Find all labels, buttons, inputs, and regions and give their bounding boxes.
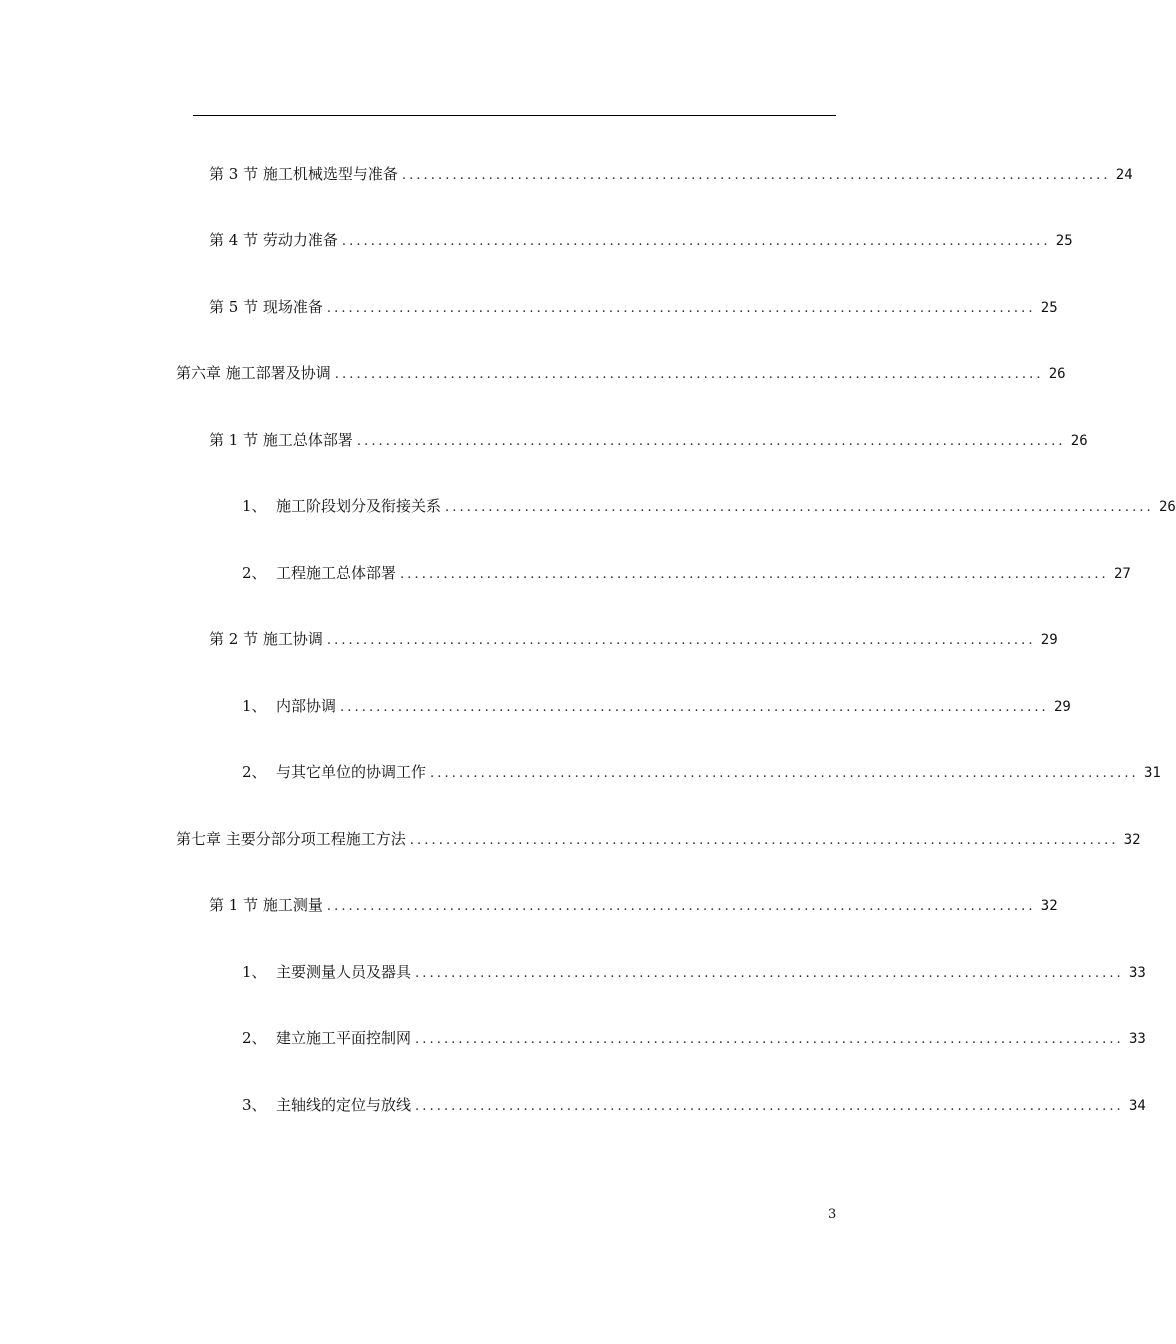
toc-entry-label: 内部协调 [276, 697, 337, 715]
toc-entry-item[interactable] [242, 1093, 1146, 1117]
toc-entry-label: 建立施工平面控制网 [276, 1029, 412, 1047]
toc-dot-leader: .................................................................................................. [401, 168, 1111, 183]
toc-entry-label: 主轴线的定位与放线 [276, 1096, 412, 1114]
toc-entry-page: 29 [1040, 632, 1058, 648]
toc-dot-leader: .................................................................................................. [326, 633, 1036, 648]
toc-item-number: 1、 [242, 497, 267, 515]
toc-dot-leader: .................................................................................................. [356, 434, 1066, 449]
toc-entry-label: 第六章 施工部署及协调 [176, 364, 331, 382]
toc-item-number: 1、 [242, 697, 267, 715]
toc-dot-leader: .................................................................................................. [341, 234, 1051, 249]
toc-entry-section[interactable] [209, 893, 1058, 917]
toc-entry-item[interactable] [242, 1026, 1146, 1050]
toc-entry-item[interactable] [242, 960, 1146, 984]
toc-entry-section[interactable] [209, 627, 1058, 651]
toc-entry-item[interactable] [242, 694, 1071, 718]
toc-entry-label: 第 4 节 劳动力准备 [209, 231, 338, 249]
toc-entry-page: 26 [1048, 366, 1066, 382]
toc-entry-page: 34 [1128, 1098, 1146, 1114]
toc-item-number: 1、 [242, 963, 267, 981]
toc-entry-label: 第 2 节 施工协调 [209, 630, 323, 648]
toc-dot-leader: .................................................................................................. [340, 700, 1049, 715]
toc-entry-page: 33 [1128, 965, 1146, 981]
toc-entry-page: 29 [1053, 699, 1071, 715]
toc-entry-chapter[interactable] [176, 361, 1066, 385]
toc-entry-section[interactable] [209, 228, 1073, 252]
toc-entry-page: 33 [1128, 1031, 1146, 1047]
toc-item-number: 2、 [242, 1029, 267, 1047]
toc-dot-leader: .................................................................................................. [400, 567, 1109, 582]
toc-entry-page: 32 [1040, 898, 1058, 914]
toc-entry-page: 26 [1158, 499, 1176, 515]
toc-entry-page: 27 [1113, 566, 1131, 582]
toc-entry-page: 25 [1040, 300, 1058, 316]
toc-dot-leader: .................................................................................................. [326, 301, 1036, 316]
toc-item-number: 2、 [242, 564, 267, 582]
toc-dot-leader: .................................................................................................. [415, 1099, 1124, 1114]
toc-dot-leader: .................................................................................................. [430, 766, 1139, 781]
toc-entry-item[interactable] [242, 760, 1161, 784]
toc-entry-chapter[interactable] [176, 827, 1141, 851]
toc-entry-page: 26 [1070, 433, 1088, 449]
toc-entry-label: 与其它单位的协调工作 [276, 763, 427, 781]
toc-dot-leader: .................................................................................................. [326, 899, 1036, 914]
toc-entry-label: 主要测量人员及器具 [276, 963, 412, 981]
toc-dot-leader: .................................................................................................. [445, 500, 1154, 515]
toc-item-number: 3、 [242, 1096, 267, 1114]
toc-entry-page: 24 [1115, 167, 1133, 183]
page-number: 3 [828, 1207, 837, 1222]
toc-entry-label: 工程施工总体部署 [276, 564, 397, 582]
toc-entry-page: 25 [1055, 233, 1073, 249]
toc-entry-section[interactable] [209, 428, 1088, 452]
toc-entry-page: 31 [1143, 765, 1161, 781]
toc-entry-item[interactable] [242, 494, 1176, 518]
toc-dot-leader: .................................................................................................. [334, 367, 1044, 382]
toc-entry-label: 第 1 节 施工总体部署 [209, 431, 353, 449]
toc-dot-leader: .................................................................................................. [415, 1032, 1124, 1047]
toc-entry-label: 施工阶段划分及衔接关系 [276, 497, 442, 515]
toc-entry-label: 第 1 节 施工测量 [209, 896, 323, 914]
toc-dot-leader: .................................................................................................. [409, 833, 1119, 848]
toc-entry-item[interactable] [242, 561, 1131, 585]
toc-entry-section[interactable] [209, 295, 1058, 319]
toc-entry-label: 第 5 节 现场准备 [209, 298, 323, 316]
toc-item-number: 2、 [242, 763, 267, 781]
toc-entry-label: 第 3 节 施工机械选型与准备 [209, 165, 398, 183]
toc-entry-page: 32 [1123, 832, 1141, 848]
toc-dot-leader: .................................................................................................. [415, 966, 1124, 981]
toc-entry-section[interactable] [209, 162, 1133, 186]
toc-entry-label: 第七章 主要分部分项工程施工方法 [176, 830, 406, 848]
